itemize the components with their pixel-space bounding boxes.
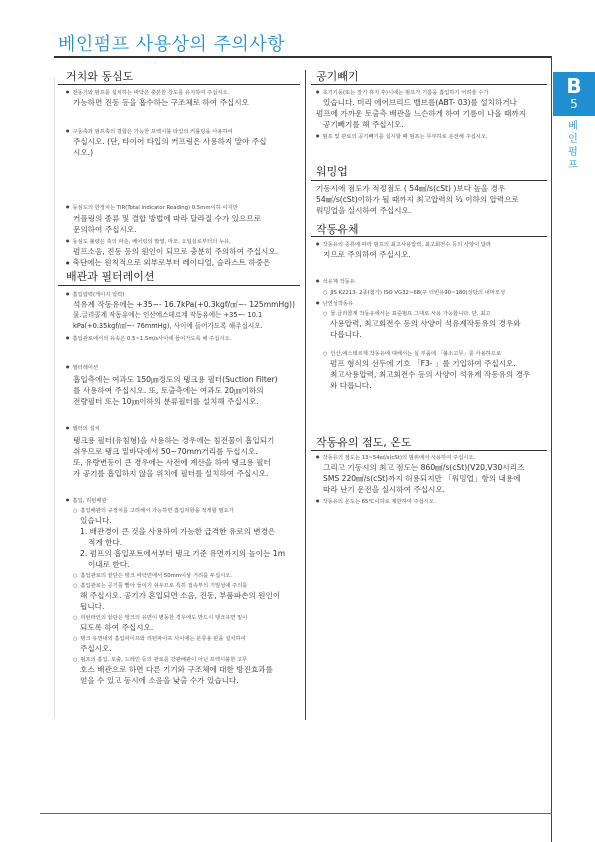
filter-install-text	[66, 424, 274, 479]
text-line: ● 석유계 작동유	[316, 277, 530, 286]
side-divider	[551, 56, 552, 842]
text-line: ● 전동기와 펌프를 설치하는 바닥은 충분한 강도를 유지하여 주십시오.	[66, 88, 249, 97]
tab-label-char: 펌	[568, 147, 578, 158]
text-line: 문의하여 주십시오.	[73, 225, 137, 234]
tab-label-char: 인	[568, 134, 578, 145]
bottom-rule	[40, 813, 552, 814]
tab-label-char: 베	[568, 121, 578, 132]
section-rule	[311, 84, 547, 85]
text-line: 따라 난기 운전을 실시하여 주십시오.	[323, 485, 446, 494]
section-title-fluid: 작동유체	[316, 223, 359, 236]
text-line: 또, 유량변동이 큰 경우에는 사전에 계산을 하여 탱크용 필터	[73, 458, 271, 467]
text-line: ○ JIS K2213- 2종(첨가) ISO VG32~68(구 터빈유90~180)상당의 내마모성	[316, 289, 530, 297]
text-line: 펌프소음, 진동 등의 원인이 되므로 충분히 주의하여 주십시오.	[73, 247, 279, 256]
text-line: 호스 배관으로 하면 다른 기기와 구조체에 대한 방진효과를	[80, 665, 273, 674]
text-line: 주십시오. (단, 타이어 타입의 커프링은 사용하지 말아 주십	[73, 137, 267, 146]
fluid-text	[316, 240, 491, 260]
fluid-types-text	[316, 277, 530, 391]
text-line: 해 주십시오. 공기가 혼입되면 소음, 진동, 부품파손의 원인이	[80, 591, 281, 600]
text-line: ● 흡입관로에서의 유속은 0.5~1.5m/s사이에 들어가도록 해 주십시오.	[66, 334, 295, 343]
text-line: 적게 한다.	[88, 538, 123, 547]
text-line: SMS 220㎟/s(cSt)까지 허용되지만 「워밍업」항의 내용에	[323, 474, 521, 483]
viscosity-text	[316, 453, 524, 506]
text-line: 이내로 한다.	[88, 560, 130, 569]
section-rule	[311, 450, 547, 451]
text-line: 얻을 수 있고 동시에 소음을 낮출 수가 있습니다.	[80, 676, 239, 685]
suction-pressure-text	[66, 290, 295, 343]
text-line: 공기빼기를 해 주십시오.	[323, 120, 404, 129]
section-title-piping: 배관과 필터레이션	[66, 270, 155, 283]
text-line: ○ 흡입관로의 끝단은 탱크 바닥면에서 50mm이상 거리를 두십시오.	[66, 572, 285, 580]
text-line: ● 필터의 설치	[66, 424, 274, 433]
text-line: 탱크용 필터(유침형)을 사용하는 경우에는 침전물이 흡입되기	[73, 436, 275, 445]
text-line: ● 흡입, 리턴배관	[66, 496, 285, 505]
text-line: ● 동심도의 한정치는 TIR(Total Indicator Reading) 0.5mm이하 이지만	[66, 203, 278, 212]
text-line: ● 필터레이션	[66, 363, 278, 372]
text-line: 와 다릅니다.	[330, 381, 372, 390]
installation-text	[66, 88, 249, 108]
section-rule	[58, 84, 300, 85]
title-rule	[54, 56, 551, 58]
text-line: 를 사용하여 주십시오. 또, 토출측에는 여과도 20㎛이하의	[73, 386, 264, 395]
text-line: 흡입측에는 여과도 150㎛정도의 탱크용 필터(Suction Filter)	[73, 375, 278, 384]
text-line: ○ 물.글리콜계 작동유에서는 표준펌프 그대로 사용 가능합니다. 단, 최고	[316, 310, 530, 318]
section-rule	[311, 180, 547, 181]
left-margin-rule	[54, 78, 55, 718]
text-line: 1. 배관경이 큰 것을 사용하여 가능한 급격한 유로의 변경은	[80, 527, 276, 536]
text-line: 기동시에 점도가 적정점도 ( 54㎟/s(cSt) )보다 높을 경우	[316, 184, 506, 193]
text-line: 전량필터 또는 10㎛이하의 분류필터를 설치해 주십시오.	[73, 397, 259, 406]
text-line: 가 공기를 흡입하지 않을 위치에 필터를 설치하여 주십시오.	[73, 469, 269, 478]
text-line: 펌프에 가까운 토출측 배관을 느슨하게 하여 기름이 나올 때까지	[316, 109, 527, 118]
text-line: ● 펌프 및 관로의 공기빼기를 실시할 때 펌프는 무부하로 운전해 주십시오.	[316, 132, 526, 141]
text-line: 지므로 주의하여 주십시오.	[323, 250, 411, 259]
text-line: kPa(+0.35kgf/㎠~- 76mmHg), 사이에 들어가도록 해주십시오.	[73, 322, 263, 330]
text-line: ● 작동유의 온도는 65℃이하로 제한하여 주십시오.	[316, 497, 524, 506]
text-line: 석유계 작동유에는 +35~- 16.7kPa(+0.3kgf/㎠~- 125mmHg))	[73, 300, 295, 309]
text-line: 그리고 기동시의 최고 점도는 860㎟/s(cSt)(V20,V30시리즈	[323, 463, 525, 472]
text-line: ● 작동유의 점도는 13~54㎟/s(cSt)의 범위에서 사용하여 주십시오.	[316, 453, 524, 462]
tab-vertical-label	[565, 120, 581, 172]
text-line: 되도록 하여 주십시오.	[80, 623, 154, 632]
text-line: 물.글리콜계 작동유에는 인산에스테르계 작동유에는 +35~- 10.1	[73, 311, 263, 319]
text-line: 있습니다.	[80, 516, 112, 525]
concentricity-text	[66, 203, 278, 268]
text-line: 시오.)	[73, 148, 94, 157]
text-line: ● 흡입압력(게이지 압력)	[66, 290, 295, 299]
text-line: 가능하면 진동 등을 흡수하는 구조체로 하여 주십시오	[73, 98, 249, 107]
text-line: 펌프 형식의 선두에 기호 「F3- 」를 기입하여 주십시오.	[330, 359, 516, 368]
text-line: 됩니다.	[80, 602, 105, 611]
text-line: ● 작동유의 종류에 따라 펌프의 최고사용압력, 최고회전수 등의 사양이 달라	[316, 240, 491, 249]
text-line: 사용압력, 최고회전수 등의 사양이 석유계작동유의 경우와	[330, 319, 521, 328]
section-rule	[311, 236, 547, 237]
section-title-warmup: 워밍업	[316, 165, 348, 178]
text-line: ● 초기기동(또는 장기 휴지 후)시에는 펌프가 기름을 흡입하기 어려울 수가	[316, 88, 526, 97]
warmup-text	[316, 183, 519, 216]
text-line: 있습니다. 미리 에어브리드 밸브를(ABT- 03)를 설치하거나	[323, 98, 517, 107]
filtration-text	[66, 363, 278, 407]
text-line: ○ 흡입관로는 공기를 빨아 들이기 쉬우므로 특히 접속부의 기밀성에 주의를	[66, 582, 285, 590]
section-rule	[58, 285, 300, 286]
text-line: ○ 흡입배관의 규정치를 고려해서 가능하면 흡입저항을 적게할 필요가	[66, 507, 285, 515]
tab-letter: B	[566, 74, 582, 98]
text-line: ○ 인산,에스테르계 작동유에 대해서는 실 부품에 「불소고무」를 사용하므로	[316, 350, 530, 358]
tab-number: 5	[570, 97, 578, 111]
text-line: 주십시오.	[80, 644, 112, 653]
text-line: 54㎟/s(cSt)이하가 될 때까지 최고압력의 ⅓ 이하의 압력으로	[316, 195, 519, 204]
text-line: ○ 탱크 유면내의 흡입파이프와 리턴파이프 사이에는 분류용 판을 설치하여	[66, 635, 285, 643]
suction-return-text	[66, 496, 285, 686]
text-line: ● 난연성작동유	[316, 299, 530, 308]
text-line: ● 구동축과 펌프축의 결합은 가능한 프렉시블 타입의 커플링을 사용하여	[66, 127, 266, 136]
text-line: 다릅니다.	[330, 330, 362, 339]
air-bleed-text	[316, 88, 526, 141]
section-title-installation: 거치와 동심도	[66, 70, 134, 83]
section-title-air-bleed: 공기빼기	[316, 70, 359, 83]
section-tab	[553, 72, 595, 116]
tab-label-char: 프	[568, 160, 578, 171]
text-line: 최고사용압력, 최고회전수 등의 사양이 석유계 작동유의 경우	[330, 370, 531, 379]
text-line: 쉬우므로 탱크 밑바닥에서 50~70mm거리를 두십시오.	[73, 447, 258, 456]
coupling-text	[66, 127, 266, 158]
page-title: 베인펌프 사용상의 주의사항	[58, 34, 286, 55]
column-divider	[305, 70, 306, 720]
text-line: ○ 펌프의 흡입, 토출, 드레인 등의 관로를 강관배관이 아닌 프렉시블한 고무	[66, 656, 285, 664]
text-line: ● 동심도 불량은 축의 파손, 베어링의 발열, 마모, 오일실로부터의 누유,	[66, 237, 278, 246]
text-line: ● 축단에는 원칙적으로 외부로부터 레이디얼, 슬라스트 하중은	[66, 257, 278, 268]
section-title-viscosity: 작동유의 점도, 온도	[316, 436, 412, 449]
text-line: 2. 펌프의 흡입포트에서부터 탱크 기준 유면까지의 높이는 1m	[80, 549, 286, 558]
text-line: 커플링의 종류 및 결합 방법에 따라 달라질 수가 있으므로	[73, 214, 262, 223]
text-line: 워밍업을 실시하여 주십시오.	[316, 206, 412, 215]
text-line: ○ 리턴라인의 끝단은 탱크의 유면이 변동한 경우에도 반드시 탱크유면 밑이	[66, 614, 285, 622]
